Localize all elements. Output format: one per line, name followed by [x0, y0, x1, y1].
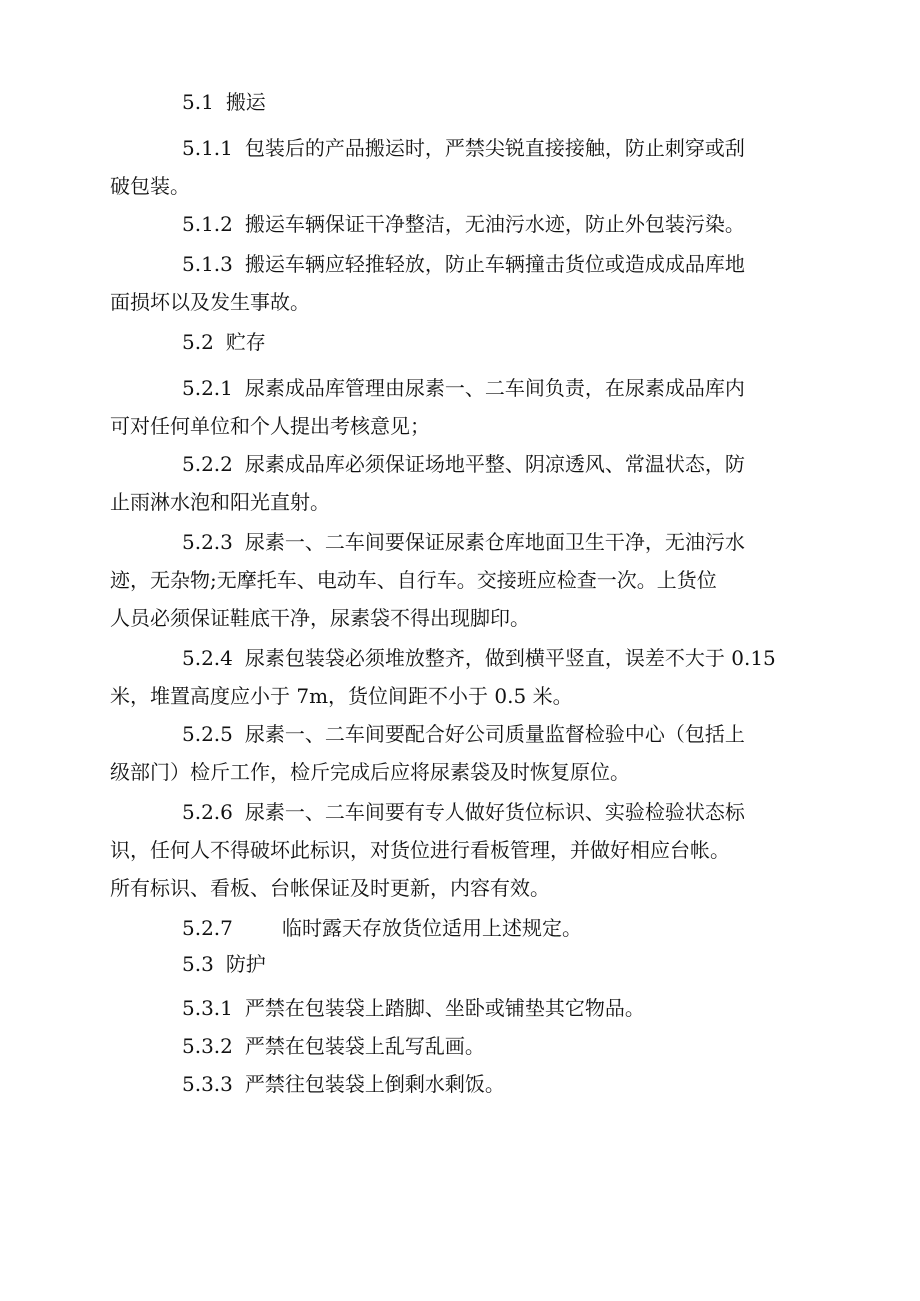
clause-text: 识，任何人不得破坏此标识，对货位进行看板管理，并做好相应台帐。 — [110, 838, 730, 862]
clause-number: 5.2.3 — [182, 530, 233, 554]
clause-number: 5.2.2 — [182, 452, 233, 476]
section-title: 贮存 — [225, 330, 266, 354]
clause-text: 搬运车辆应轻推轻放，防止车辆撞击货位或造成成品库地 — [244, 252, 745, 276]
clause-5-2-6 — [0, 798, 920, 826]
clause-5-1-3-continued — [0, 288, 920, 316]
clause-number: 5.1.3 — [182, 252, 233, 276]
section-title: 防护 — [225, 952, 266, 976]
clause-text: 临时露天存放货位适用上述规定。 — [282, 916, 582, 940]
section-heading-5-1 — [0, 88, 920, 116]
section-number: 5.3 — [182, 952, 214, 976]
clause-number: 5.2.1 — [182, 376, 233, 400]
clause-number: 5.3.3 — [182, 1072, 233, 1096]
clause-5-2-6-continued-2 — [0, 874, 920, 902]
clause-5-2-3-continued — [0, 566, 920, 594]
clause-5-2-5 — [0, 720, 920, 748]
section-number: 5.2 — [182, 330, 214, 354]
clause-5-2-4 — [0, 644, 920, 672]
clause-5-2-1 — [0, 374, 920, 402]
clause-text: 米，堆置高度应小于 7m，货位间距不小于 0.5 米。 — [110, 684, 573, 708]
section-heading-5-3 — [0, 950, 920, 978]
clause-number: 5.1.2 — [182, 212, 233, 236]
clause-number: 5.2.6 — [182, 800, 233, 824]
clause-text: 尿素一、二车间要有专人做好货位标识、实验检验状态标 — [244, 800, 745, 824]
clause-5-3-2 — [0, 1032, 920, 1060]
clause-text: 尿素成品库管理由尿素一、二车间负责，在尿素成品库内 — [244, 376, 745, 400]
clause-5-2-3 — [0, 528, 920, 556]
clause-text: 止雨淋水泡和阳光直射。 — [110, 490, 330, 514]
clause-5-2-1-continued — [0, 412, 920, 440]
clause-text: 迹，无杂物;无摩托车、电动车、自行车。交接班应检查一次。上货位 — [110, 568, 717, 592]
clause-5-2-6-continued — [0, 836, 920, 864]
clause-text: 尿素一、二车间要保证尿素仓库地面卫生干净，无油污水 — [244, 530, 745, 554]
clause-text: 破包装。 — [110, 174, 190, 198]
section-heading-5-2 — [0, 328, 920, 356]
clause-5-1-1 — [0, 134, 920, 162]
clause-text: 尿素一、二车间要配合好公司质量监督检验中心（包括上 — [244, 722, 745, 746]
clause-text: 搬运车辆保证干净整洁，无油污水迹，防止外包装污染。 — [244, 212, 745, 236]
clause-text: 尿素包装袋必须堆放整齐，做到横平竖直，误差不大于 0.15 — [244, 646, 776, 670]
clause-number: 5.2.7 — [182, 916, 233, 940]
clause-number: 5.3.1 — [182, 996, 233, 1020]
clause-number: 5.2.4 — [182, 646, 233, 670]
clause-number: 5.2.5 — [182, 722, 233, 746]
clause-number: 5.1.1 — [182, 136, 233, 160]
clause-text: 面损坏以及发生事故。 — [110, 290, 310, 314]
clause-5-2-2-continued — [0, 488, 920, 516]
clause-5-2-4-continued — [0, 682, 920, 710]
section-title: 搬运 — [225, 90, 266, 114]
clause-5-1-1-continued — [0, 172, 920, 200]
clause-5-1-3 — [0, 250, 920, 278]
clause-text: 严禁往包装袋上倒剩水剩饭。 — [244, 1072, 505, 1096]
clause-text: 严禁在包装袋上乱写乱画。 — [244, 1034, 485, 1058]
section-number: 5.1 — [182, 90, 214, 114]
clause-text: 尿素成品库必须保证场地平整、阴凉透风、常温状态，防 — [244, 452, 745, 476]
clause-5-3-3 — [0, 1070, 920, 1098]
clause-5-2-7 — [0, 914, 920, 942]
clause-5-2-5-continued — [0, 758, 920, 786]
clause-5-3-1 — [0, 994, 920, 1022]
clause-text: 包装后的产品搬运时，严禁尖锐直接接触，防止刺穿或刮 — [244, 136, 745, 160]
clause-5-2-2 — [0, 450, 920, 478]
clause-number: 5.3.2 — [182, 1034, 233, 1058]
clause-5-1-2 — [0, 210, 920, 238]
clause-5-2-3-continued-2 — [0, 604, 920, 632]
clause-text: 所有标识、看板、台帐保证及时更新，内容有效。 — [110, 876, 550, 900]
clause-text: 严禁在包装袋上踏脚、坐卧或铺垫其它物品。 — [244, 996, 645, 1020]
clause-text: 可对任何单位和个人提出考核意见； — [110, 414, 430, 438]
clause-text: 人员必须保证鞋底干净，尿素袋不得出现脚印。 — [110, 606, 530, 630]
clause-text: 级部门）检斤工作，检斤完成后应将尿素袋及时恢复原位。 — [110, 760, 630, 784]
